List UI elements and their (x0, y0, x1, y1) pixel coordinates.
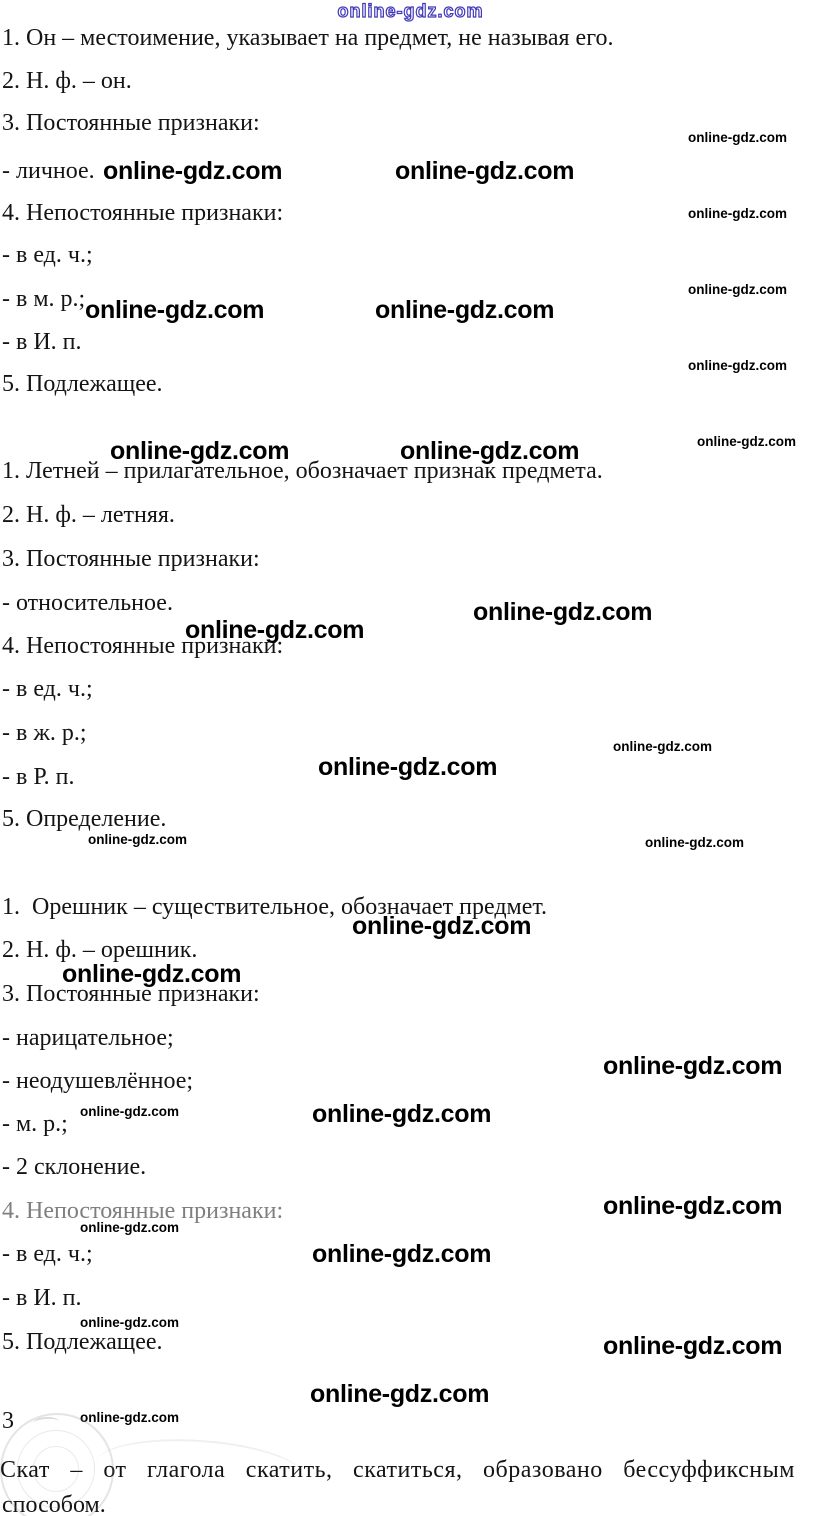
text-line: 4. Непостоянные признаки: (2, 633, 284, 659)
text-line: - в Р. п. (2, 764, 75, 790)
text-line: - в И. п. (2, 329, 82, 355)
text-line: - относительное. (2, 590, 173, 616)
text-line: - в ж. р.; (2, 720, 87, 746)
text-line: 1. Орешник – существительное, обозначает предмет. (2, 894, 548, 920)
text-line: 1. Летней – прилагательное, обозначает признак предмета. (2, 458, 603, 484)
text-line: 2. Н. ф. – орешник. (2, 937, 198, 963)
text-line: Скат – от глагола скатить, скатиться, образовано бессуффиксным (0, 1457, 795, 1483)
watermark-small: online-gdz.com (697, 434, 796, 449)
text-line: 5. Подлежащее. (2, 371, 163, 397)
text-line: способом. (2, 1492, 106, 1516)
text-line: 4. Непостоянные признаки: (2, 200, 284, 226)
watermark-small: online-gdz.com (688, 130, 787, 145)
text-line: - 2 склонение. (2, 1154, 147, 1180)
watermark-small: online-gdz.com (80, 1410, 179, 1425)
text-line: 1. Он – местоимение, указывает на предмет, не называя его. (2, 25, 614, 51)
watermark-bold: online-gdz.com (473, 598, 653, 626)
watermark-bold: online-gdz.com (310, 1380, 490, 1408)
watermark-bold: online-gdz.com (375, 296, 555, 324)
watermark-small: online-gdz.com (80, 1315, 179, 1330)
watermark-bold: online-gdz.com (103, 157, 283, 185)
watermark-bold: online-gdz.com (603, 1052, 783, 1080)
watermark-bold: online-gdz.com (603, 1332, 783, 1360)
watermark-bold: online-gdz.com (312, 1100, 492, 1128)
watermark-bold: online-gdz.com (352, 912, 532, 940)
text-line: - нарицательное; (2, 1025, 174, 1051)
pen-mark-icon (33, 1416, 60, 1429)
watermark-small: online-gdz.com (88, 832, 187, 847)
watermark-bold: online-gdz.com (400, 437, 580, 465)
text-line: 3. Постоянные признаки: (2, 110, 260, 136)
text-line: 5. Определение. (2, 806, 167, 832)
text-line: - в м. р.; (2, 286, 86, 312)
text-line: - в ед. ч.; (2, 242, 93, 268)
text-line: 2. Н. ф. – летняя. (2, 502, 175, 528)
text-line: - в И. п. (2, 1285, 82, 1311)
text-line: 3. Постоянные признаки: (2, 981, 260, 1007)
text-line: 2. Н. ф. – он. (2, 68, 132, 94)
text-line: - в ед. ч.; (2, 1241, 93, 1267)
watermark-bold: online-gdz.com (312, 1240, 492, 1268)
watermark-top: online-gdz.com (337, 1, 484, 21)
watermark-bold: online-gdz.com (185, 616, 365, 644)
text-line: - в ед. ч.; (2, 676, 93, 702)
watermark-small: online-gdz.com (645, 835, 744, 850)
watermark-small: online-gdz.com (688, 282, 787, 297)
text-line: - м. р.; (2, 1111, 68, 1137)
text-line: 5. Подлежащее. (2, 1329, 163, 1355)
watermark-bold: online-gdz.com (110, 437, 290, 465)
watermark-bold: online-gdz.com (603, 1192, 783, 1220)
watermark-bold: online-gdz.com (318, 753, 498, 781)
watermark-small: online-gdz.com (688, 206, 787, 221)
text-line: 3. Постоянные признаки: (2, 546, 260, 572)
watermark-small: online-gdz.com (613, 739, 712, 754)
watermark-bold: online-gdz.com (395, 157, 575, 185)
watermark-bold: online-gdz.com (62, 960, 242, 988)
watermark-small: online-gdz.com (80, 1220, 179, 1235)
text-line: - личное. (2, 158, 95, 184)
text-line: - неодушевлённое; (2, 1068, 194, 1094)
watermark-small: online-gdz.com (688, 358, 787, 373)
page-number: 3 (2, 1408, 14, 1434)
watermark-bold: online-gdz.com (85, 296, 265, 324)
watermark-small: online-gdz.com (80, 1104, 179, 1119)
text-line: 4. Непостоянные признаки: (2, 1198, 284, 1224)
